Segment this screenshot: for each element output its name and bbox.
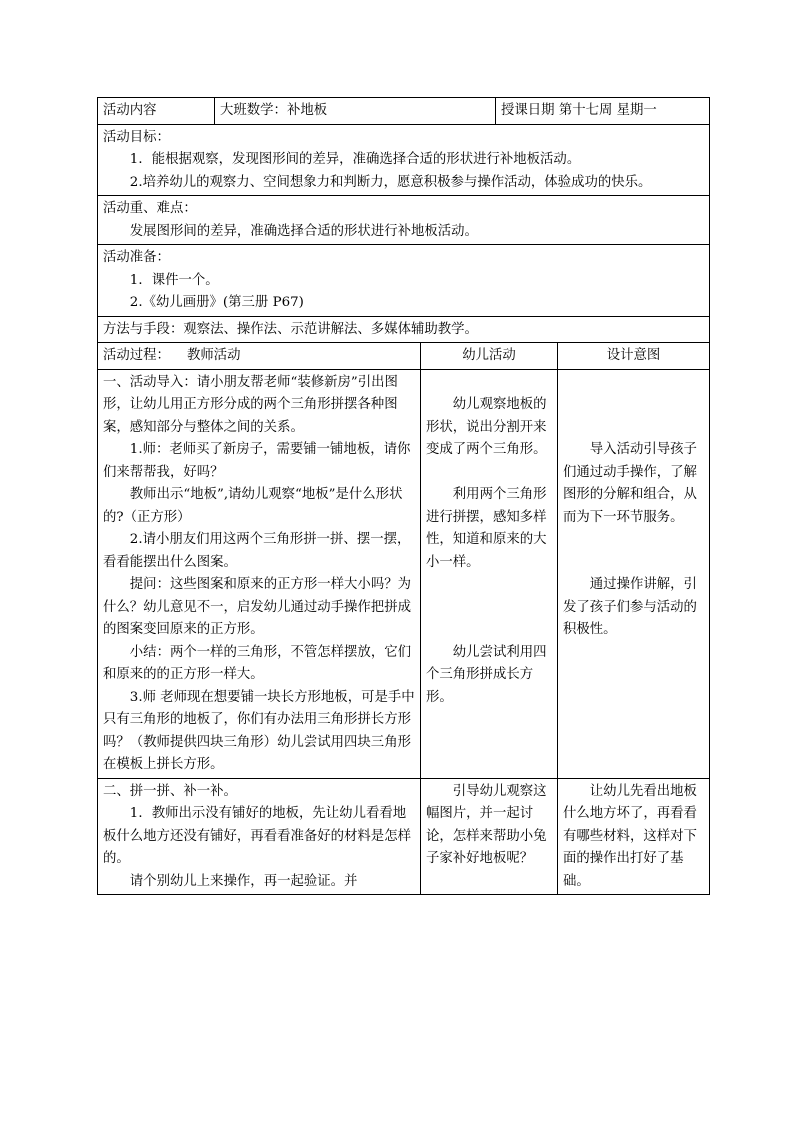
key-points-row xyxy=(98,196,710,245)
teacher-step: 3.师 老师现在想要铺一块长方形地板，可是手中只有三角形的地板了，你们有办法用三角形拼长方形吗？（教师提供四块三角形）幼儿尝试用四块三角形在模板上拼长方形。 xyxy=(103,689,415,772)
goals-heading: 活动目标： xyxy=(103,129,170,145)
child-activity: 幼儿观察地板的形状，说出分割开来变成了两个三角形。 xyxy=(426,397,547,457)
preparation-item: 2.《幼儿画册》(第三册 P67) xyxy=(129,295,304,310)
methods-cell xyxy=(98,316,710,343)
lesson-title: 大班数学：补地板 xyxy=(220,103,328,118)
goal-item: 2.培养幼儿的观察力、空间想象力和判断力，愿意积极参与操作活动，体验成功的快乐。 xyxy=(129,174,652,190)
process-header-row xyxy=(98,343,710,370)
teacher-step: 教师出示“地板”,请幼儿观察“地板”是什么形状的?（正方形） xyxy=(103,487,403,525)
preparation-row xyxy=(98,245,710,317)
header-row xyxy=(98,98,710,125)
child-activity: 幼儿尝试利用四个三角形拼成长方形。 xyxy=(426,644,547,705)
date-cell xyxy=(496,98,710,125)
section1-child-cell xyxy=(421,369,558,778)
design-intent-label: 设计意图 xyxy=(606,348,661,363)
teacher-step: 1．教师出示没有铺好的地板，先让幼儿看看地板什么地方还没有铺好，再看看准备好的材料是怎样的。 xyxy=(103,806,411,866)
section1-intent-cell xyxy=(558,369,710,778)
goals-row xyxy=(98,124,710,196)
design-intent: 通过操作讲解，引发了孩子们参与活动的积极性。 xyxy=(563,577,697,637)
preparation-item: 1．课件一个。 xyxy=(129,272,219,288)
goals-cell xyxy=(98,124,710,196)
section1-intro: 一、活动导入：请小朋友帮老师“装修新房”引出图形，让幼儿用正方形分成的两个三角形拼摆各种图案，感知部分与整体之间的关系。 xyxy=(103,374,398,435)
date-value: 第十七周 星期一 xyxy=(558,103,657,118)
key-points-heading: 活动重、难点： xyxy=(103,201,197,216)
key-points-text: 发展图形间的差异，准确选择合适的形状进行补地板活动。 xyxy=(129,223,478,239)
methods-text: 方法与手段：观察法、操作法、示范讲解法、多媒体辅助教学。 xyxy=(103,321,478,337)
design-intent: 导入活动引导孩子们通过动手操作，了解图形的分解和组合，从而为下一环节服务。 xyxy=(563,442,697,525)
section1-row xyxy=(98,369,710,778)
teacher-step: 请个别幼儿上来操作，再一起验证。并 xyxy=(129,873,358,889)
section2-heading: 二、拼一拼、补一补。 xyxy=(103,783,237,799)
teacher-activity-label: 教师活动 xyxy=(186,348,241,363)
teacher-column-header xyxy=(98,343,421,370)
child-activity: 利用两个三角形进行拼摆，感知多样性，知道和原来的大小一样。 xyxy=(426,487,547,570)
section2-teacher-cell xyxy=(98,778,421,895)
section1-teacher-cell xyxy=(98,369,421,778)
content-label: 活动内容 xyxy=(103,103,157,118)
process-label: 活动过程： xyxy=(103,348,170,363)
section2-child-cell xyxy=(421,778,558,895)
content-label-cell xyxy=(98,98,215,125)
goal-item: 1．能根据观察，发现图形间的差异，准确选择合适的形状进行补地板活动。 xyxy=(129,152,581,167)
date-label: 授课日期 xyxy=(501,103,555,118)
teacher-step: 小结：两个一样的三角形，不管怎样摆放，它们和原来的的正方形一样大。 xyxy=(103,644,411,682)
section2-row xyxy=(98,778,710,895)
teacher-step: 1.师：老师买了新房子，需要铺一铺地板，请你们来帮帮我，好吗？ xyxy=(103,442,411,480)
child-column-header xyxy=(421,343,558,370)
preparation-cell xyxy=(98,245,710,317)
lesson-title-cell xyxy=(215,98,496,125)
child-activity: 引导幼儿观察这幅图片，并一起讨论，怎样来帮助小兔子家补好地板呢？ xyxy=(426,783,547,866)
preparation-heading: 活动准备： xyxy=(103,250,170,265)
key-points-cell xyxy=(98,196,710,245)
teacher-step: 提问：这些图案和原来的正方形一样大小吗？为什么？幼儿意见不一，启发幼儿通过动手操作把拼成的图案变回原来的正方形。 xyxy=(103,577,411,637)
methods-row xyxy=(98,316,710,343)
section2-intent-cell xyxy=(558,778,710,895)
teacher-step: 2.请小朋友们用这两个三角形拼一拼、摆一摆，看看能摆出什么图案。 xyxy=(103,532,411,570)
design-intent: 让幼儿先看出地板什么地方坏了，再看看有哪些材料，这样对下面的操作出打好了基础。 xyxy=(563,783,697,889)
lesson-plan-table xyxy=(97,97,710,895)
child-activity-label: 幼儿活动 xyxy=(462,348,516,363)
intent-column-header xyxy=(558,343,710,370)
